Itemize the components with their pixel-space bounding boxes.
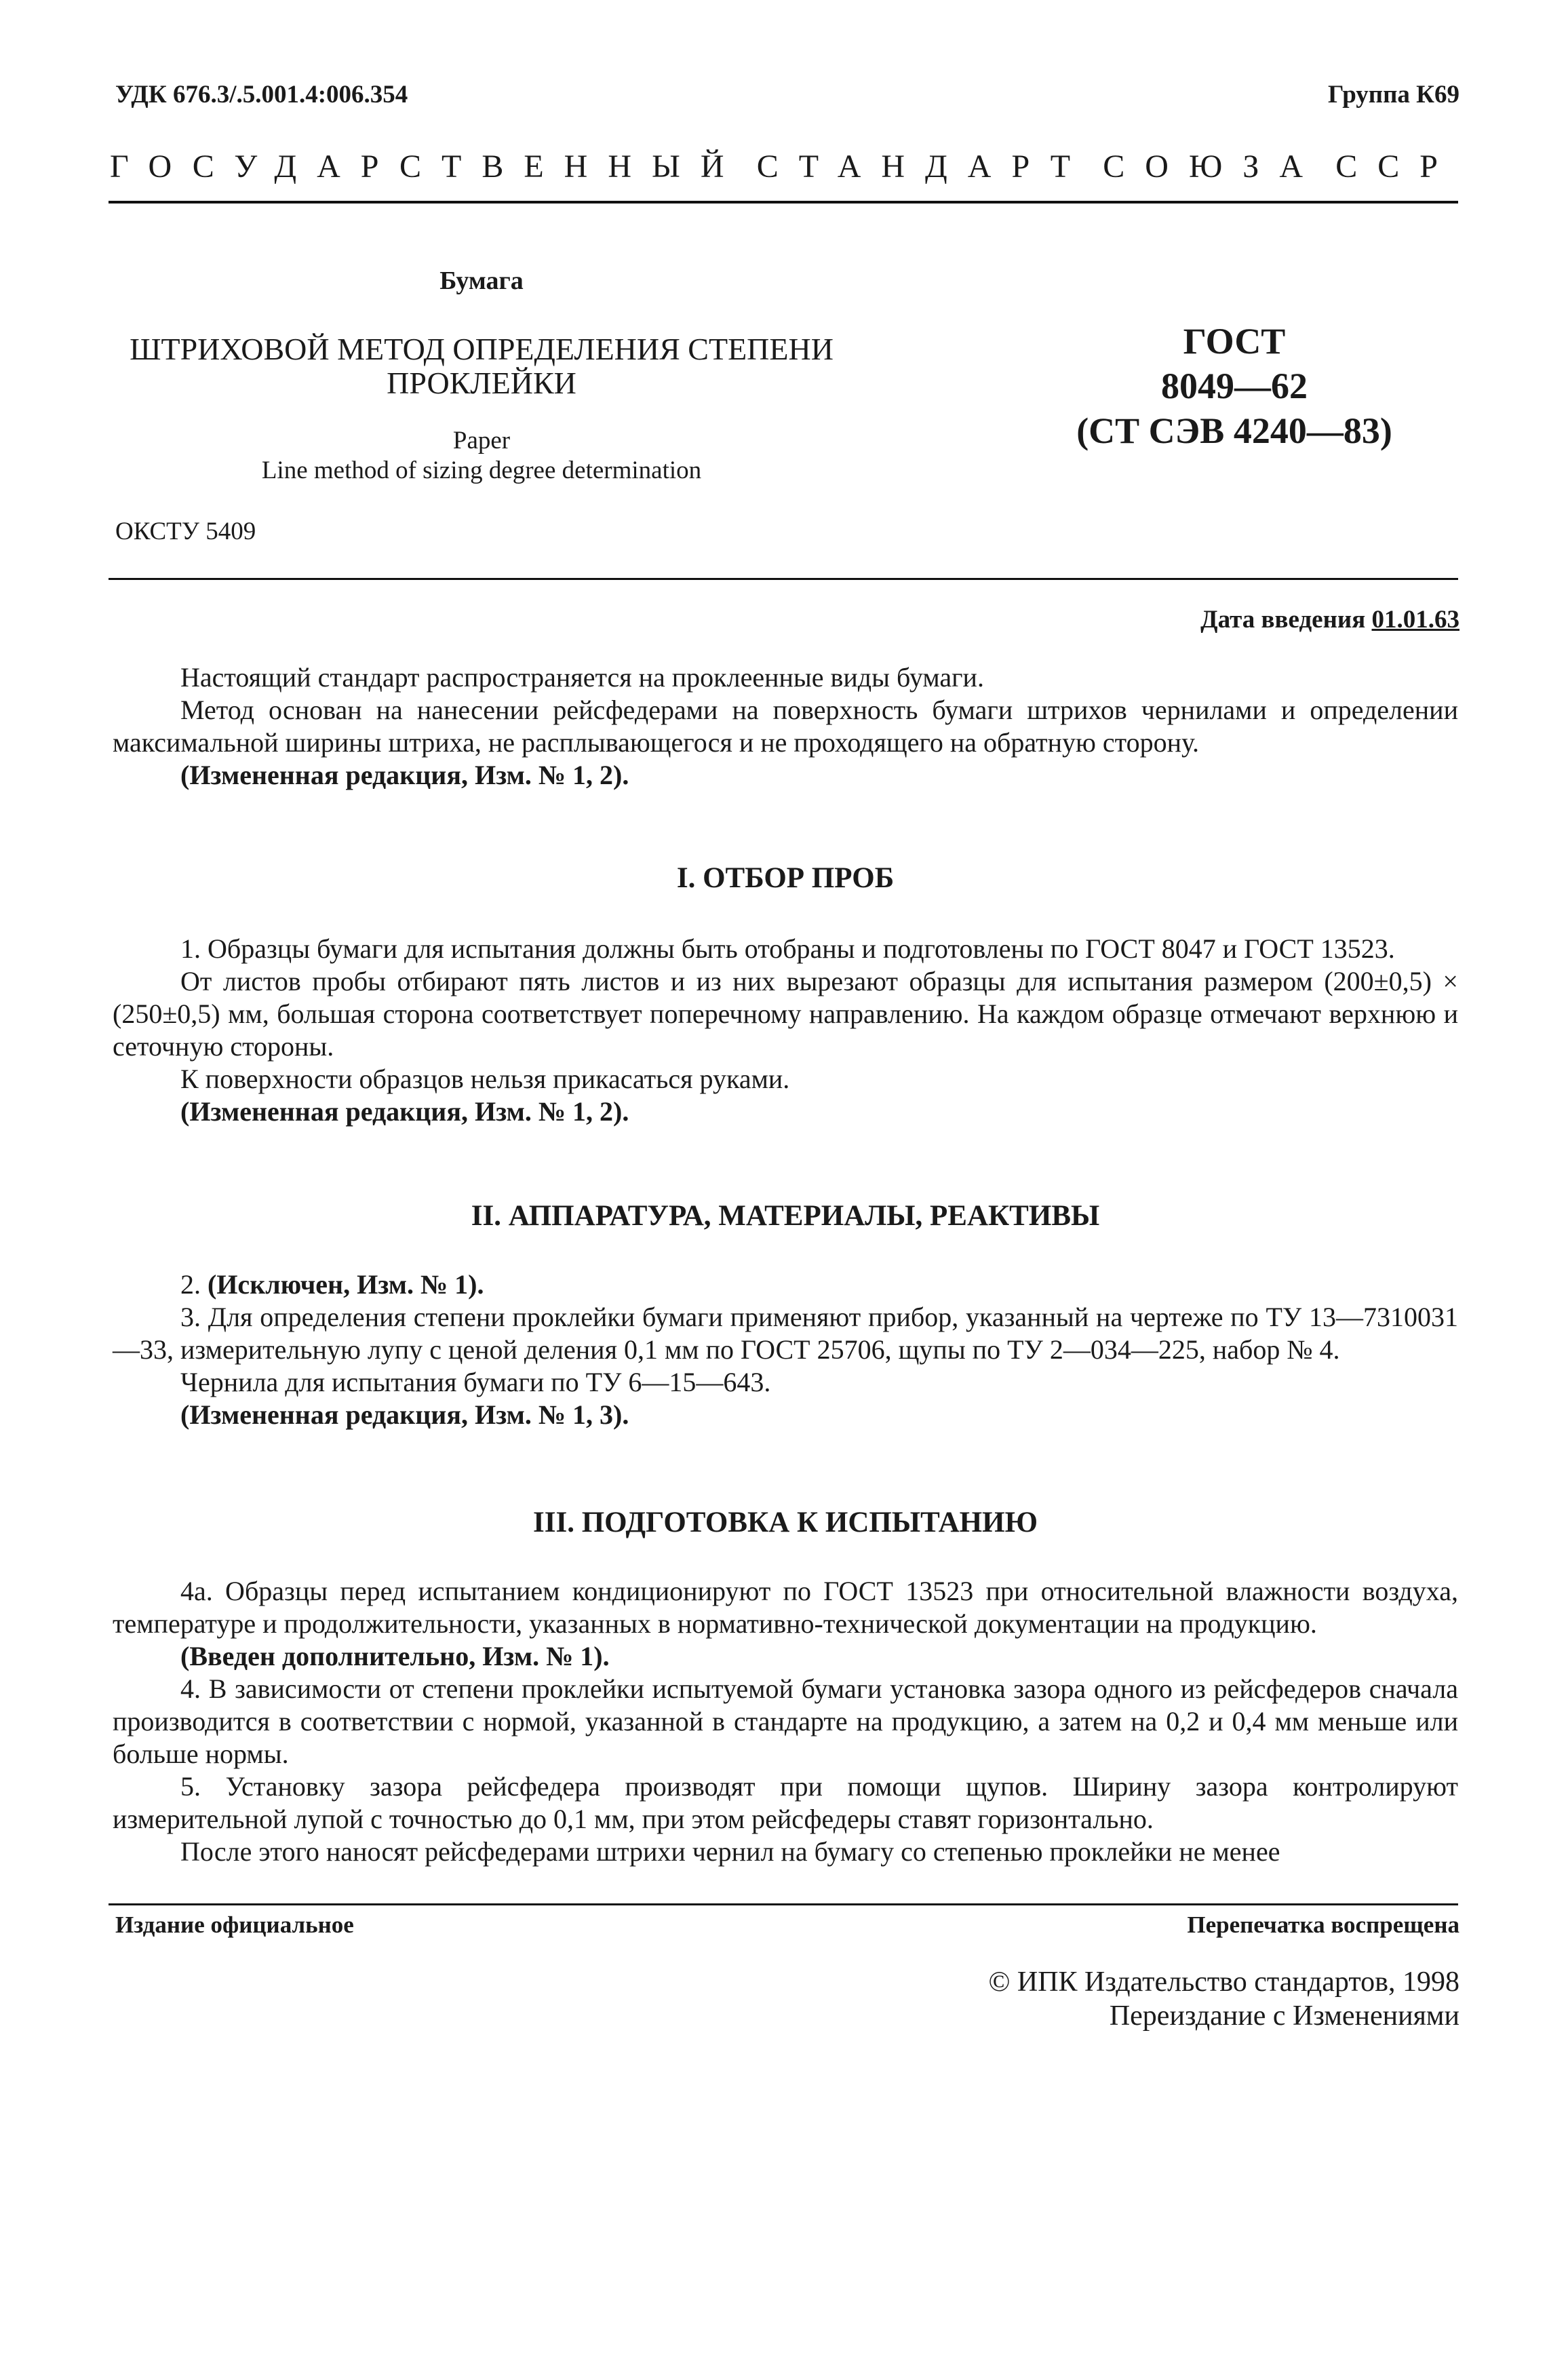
udk-code: УДК 676.3/.5.001.4:006.354 [115, 81, 408, 109]
official-edition-label: Издание официальное [115, 1912, 354, 1938]
title-divider [109, 578, 1458, 580]
section-3-paragraph: 5. Установку зазора рейсфедера производят при помощи щупов. Ширину зазора контролируют измерительной лупой с точностью до 0,1 мм, при этом рейсфедеры ставят горизонтально. [113, 1771, 1458, 1834]
doc-heading-line-1: ШТРИХОВОЙ МЕТОД ОПРЕДЕЛЕНИЯ СТЕПЕНИ [130, 332, 834, 366]
section-2-body [113, 1268, 1458, 1431]
banner-word-1: ГОСУДАРСТВЕННЫЙ [110, 149, 745, 185]
section-heading-2: II. АППАРАТУРА, МАТЕРИАЛЫ, РЕАКТИВЫ [471, 1200, 1100, 1232]
amendment-note: (Введен дополнительно, Изм. № 1). [180, 1641, 610, 1671]
header-divider [109, 201, 1458, 203]
intro-block [113, 661, 1458, 792]
section-heading-3: III. ПОДГОТОВКА К ИСПЫТАНИЮ [533, 1507, 1038, 1538]
doc-heading [115, 332, 848, 400]
footer-divider [109, 1903, 1458, 1905]
reprint-prohibited-label: Перепечатка воспрещена [1187, 1912, 1459, 1938]
doc-subject-en: Paper [452, 427, 511, 454]
section-2-paragraph [113, 1268, 1458, 1301]
section-2-paragraph: 3. Для определения степени проклейки бумаги применяют прибор, указанный на чертеже по ТУ 13—7310031—33, измерительную лупу с ценой деления 0,1 мм по ГОСТ 25706, щупы по ТУ 2—034—225, набор № 4. [113, 1302, 1458, 1365]
banner-word-4: ССР [1335, 149, 1458, 185]
doc-subject: Бумага [439, 267, 524, 295]
section-3-paragraph: 4. В зависимости от степени проклейки испытуемой бумаги установка зазора одного из рейсфедеров сначала производится в соответствии с нормой, указанной в стандарте на продукцию, а затем на 0,2 и 0,4 мм меньше или больше нормы. [113, 1673, 1458, 1769]
state-standard-banner [110, 148, 1458, 185]
effective-date [1200, 605, 1459, 634]
amendment-note: (Измененная редакция, Изм. № 1, 2). [180, 1096, 629, 1127]
banner-word-3: СОЮЗА [1103, 149, 1324, 185]
okstu-code: ОКСТУ 5409 [115, 518, 256, 545]
gost-line-3: (СТ СЭВ 4240—83) [1076, 410, 1392, 451]
effective-date-label: Дата введения [1200, 606, 1366, 634]
section-3-body [113, 1575, 1458, 1868]
intro-paragraph: Метод основан на нанесении рейсфедерами на поверхность бумаги штрихов чернилами и определении максимальной ширины штриха, не расплывающегося и не проходящего на обратную сторону. [113, 695, 1458, 758]
gost-line-2: 8049—62 [1161, 366, 1308, 406]
excluded-note: (Исключен, Изм. № 1). [208, 1269, 484, 1300]
section-1-body [113, 933, 1458, 1128]
amendment-note: (Измененная редакция, Изм. № 1, 3). [180, 1399, 629, 1430]
section-heading-1: I. ОТБОР ПРОБ [676, 862, 895, 894]
intro-paragraph: Настоящий стандарт распространяется на проклеенные виды бумаги. [180, 662, 984, 693]
gost-line-1: ГОСТ [1183, 321, 1286, 362]
publisher-copyright: © ИПК Издательство стандартов, 1998 [988, 1966, 1459, 1998]
effective-date-value: 01.01.63 [1371, 606, 1459, 634]
section-2-paragraph: Чернила для испытания бумаги по ТУ 6—15—643. [180, 1367, 771, 1397]
amendment-note: (Измененная редакция, Изм. № 1, 2). [180, 760, 629, 790]
banner-word-2: СТАНДАРТ [756, 149, 1091, 185]
section-3-paragraph: 4а. Образцы перед испытанием кондиционируют по ГОСТ 13523 при относительной влажности воздуха, температуре и продолжительности, указанных в нормативно-технической документации на продукцию. [113, 1576, 1458, 1639]
doc-title-en: Line method of sizing degree determination [261, 457, 702, 484]
section-3-paragraph: После этого наносят рейсфедерами штрихи чернил на бумагу со степенью проклейки не менее [180, 1836, 1280, 1867]
doc-heading-line-2: ПРОКЛЕЙКИ [387, 366, 576, 400]
reissue-note: Переиздание с Изменениями [1109, 2000, 1459, 2032]
paragraph-number: 2. [180, 1269, 201, 1300]
section-1-paragraph: От листов пробы отбирают пять листов и из них вырезают образцы для испытания размером (200±0,5) × (250±0,5) мм, большая сторона соответствует поперечному направлению. На каждом образце отмечают верхнюю и сеточную стороны. [113, 966, 1458, 1062]
gost-designation [977, 319, 1492, 453]
section-1-paragraph: 1. Образцы бумаги для испытания должны быть отобраны и подготовлены по ГОСТ 8047 и ГОСТ 13523. [180, 933, 1395, 964]
section-1-paragraph: К поверхности образцов нельзя прикасаться руками. [180, 1064, 790, 1094]
group-code: Группа К69 [1327, 81, 1459, 109]
